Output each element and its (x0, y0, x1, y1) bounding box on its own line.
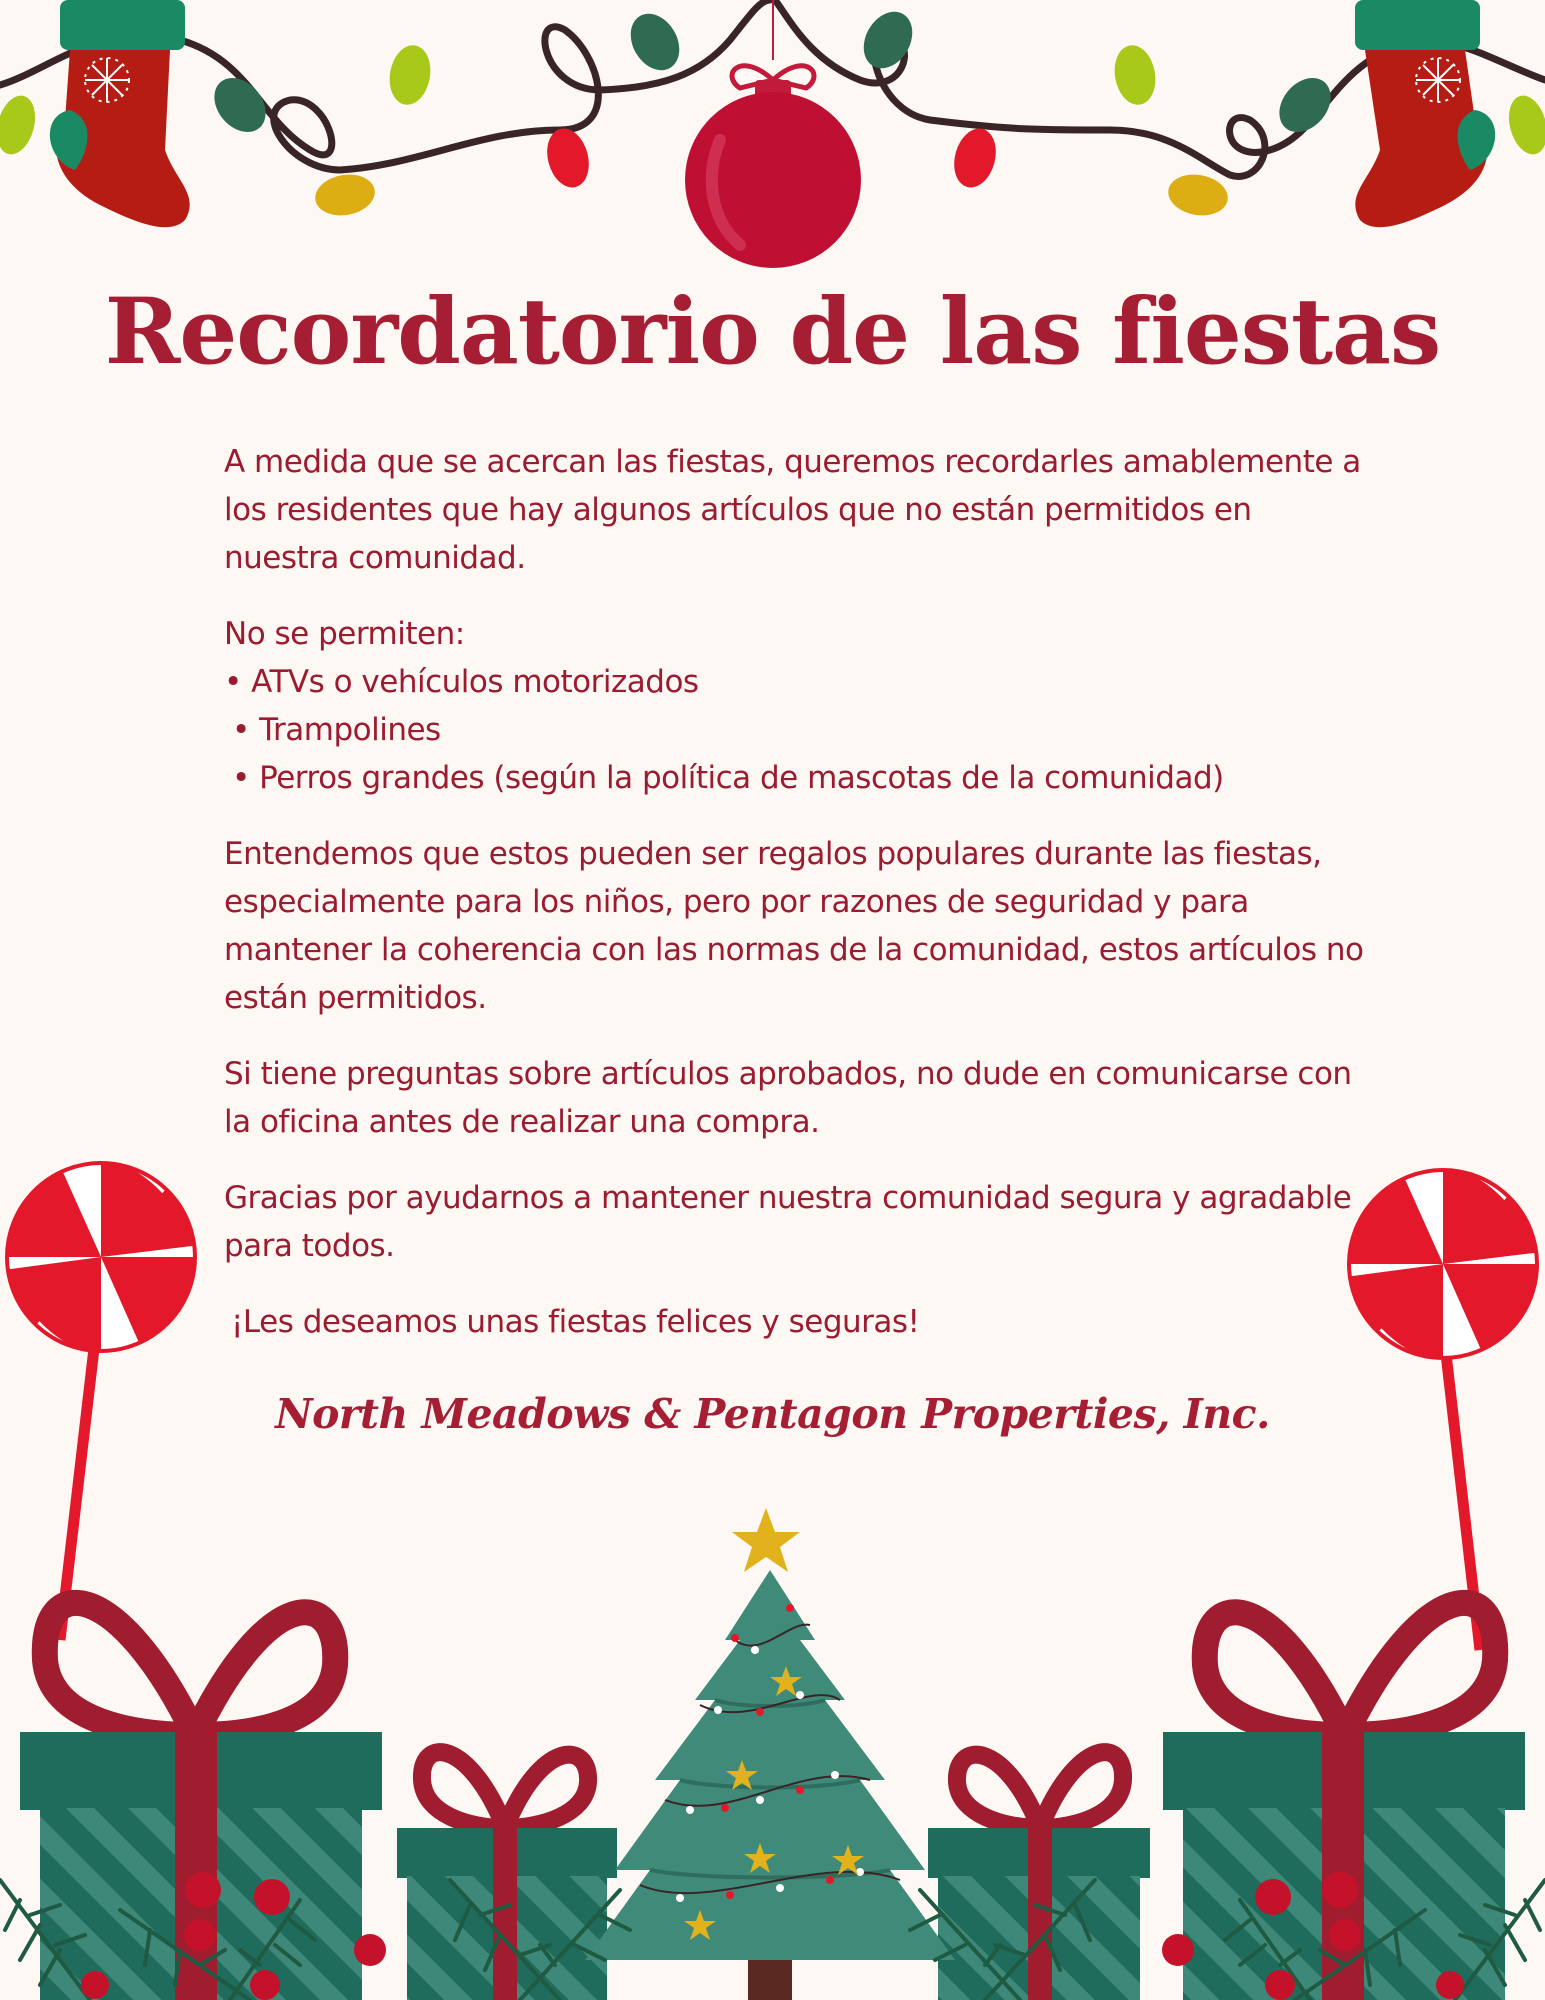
not-allowed-list (224, 658, 1374, 802)
thanks-paragraph: Gracias por ayudarnos a mantener nuestra comunidad segura y agradable para todos. (224, 1180, 1352, 1264)
ornament-icon (685, 0, 861, 268)
explanation-paragraph: Entendemos que estos pueden ser regalos populares durante las fiestas, especialmente para los niños, pero por razones de seguridad y para mantener la coherencia con las normas de la comunidad, estos artículos no están permitidos. (224, 836, 1364, 1016)
gift-box-icon (397, 1752, 617, 2000)
intro-paragraph: A medida que se acercan las fiestas, queremos recordarles amablemente a los residentes que hay algunos artículos que no están permitidos en nuestra comunidad. (224, 444, 1361, 576)
notice-body (224, 438, 1374, 1374)
company-signature: North Meadows & Pentagon Properties, Inc. (275, 1390, 1270, 1438)
gift-box-icon (928, 1752, 1150, 2000)
wishes-paragraph: ¡Les deseamos unas fiestas felices y seguras! (231, 1304, 920, 1340)
list-item: • ATVs o vehículos motorizados (224, 658, 1374, 706)
not-allowed-heading: No se permiten: (224, 616, 465, 652)
list-item: • Perros grandes (según la política de mascotas de la comunidad) (224, 754, 1374, 802)
page-title: Recordatorio de las fiestas (104, 279, 1441, 385)
questions-paragraph: Si tiene preguntas sobre artículos aprobados, no dude en comunicarse con la oficina antes de realizar una compra. (224, 1056, 1352, 1140)
stocking-icon (1355, 0, 1495, 227)
christmas-tree-icon (585, 1570, 955, 2000)
list-item: • Trampolines (224, 706, 1374, 754)
stocking-icon (50, 0, 190, 227)
not-allowed-section (224, 610, 1374, 802)
